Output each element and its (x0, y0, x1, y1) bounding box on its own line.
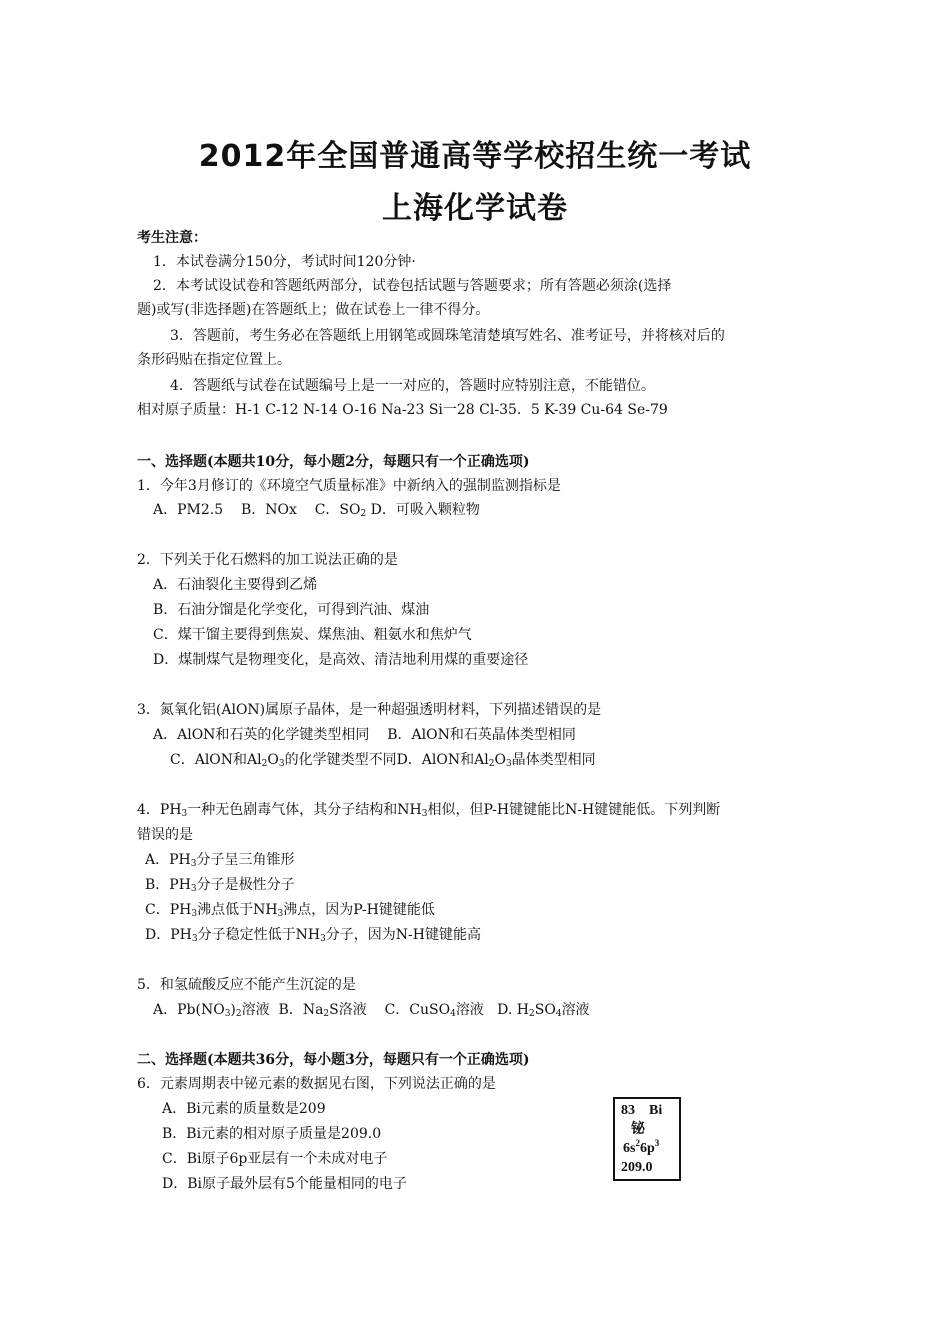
q2-option-d: D．煤制煤气是物理变化，是高效、清洁地利用煤的重要途径 (153, 652, 529, 668)
element-mass: 209.0 (621, 1160, 653, 1175)
atomic-mass-line: 相对原子质量：H-1 C-12 N-14 O-16 Na-23 Si一28 Cl-35．5 K-39 Cu-64 Se-79 (137, 402, 668, 418)
q3-options-row1 (153, 725, 576, 745)
section1-heading: 一、选择题(本题共10分，每小题2分，每题只有一个正确选项) (137, 454, 530, 470)
q3-options-row2 (170, 750, 596, 770)
q6-option-c: C．Bi原子6p亚层有一个未成对电子 (162, 1151, 388, 1167)
q5-option-a: A．$Pb(NO_3)_2$溶液 (153, 1002, 270, 1019)
electron-configuration: $6s^26p^3$ (623, 1138, 660, 1156)
q6-option-a: A．Bi元素的质量数是209 (162, 1101, 326, 1117)
notice-heading: 考生注意： (137, 230, 207, 246)
q3-option-b: B．AlON和石英晶体类型相同 (387, 727, 576, 743)
q5-option-d: D. $H_2SO_4$溶液 (497, 1002, 590, 1019)
q3-option-d: D．AlON和$Al_2O_3$晶体类型相同 (396, 752, 596, 769)
q5-option-b: B．$Na_2S$洛液 (278, 1002, 367, 1019)
section2-heading: 二、选择题(本题共36分，每小题3分，每题只有一个正确选项) (137, 1052, 530, 1068)
notice-item-2-cont: 题)或写(非选择题)在答题纸上；做在试卷上一律不得分。 (137, 302, 490, 318)
q1-stem: 1．今年3月修订的《环境空气质量标准》中新纳入的强制监测指标是 (137, 478, 561, 494)
notice-item-3: 3．答题前，考生务必在答题纸上用钢笔或圆珠笔清楚填写姓名、准考证号，并将核对后的 (170, 328, 725, 344)
q4-option-a: A．$PH_3$分子呈三角锥形 (145, 852, 295, 869)
q1-option-b: B．NOx (240, 502, 297, 518)
q4-option-b: B．$PH_3$分子是极性分子 (145, 877, 295, 894)
bismuth-element-card (613, 1097, 681, 1181)
q2-option-b: B．石油分馏是化学变化，可得到汽油、煤油 (153, 602, 430, 618)
q2-option-a: A．石油裂化主要得到乙烯 (153, 577, 318, 593)
q4-stem: 4．$PH_3$一种无色剧毒气体，其分子结构和$NH_3$相似，但P-H键键能比N-H键键能低。下列判断 (137, 802, 721, 819)
q3-stem: 3．氮氧化铝(AlON)属原子晶体，是一种超强透明材料，下列描述错误的是 (137, 702, 602, 718)
notice-item-2: 2．本考试设试卷和答题纸两部分，试卷包括试题与答题要求；所有答题必须涂(选择 (153, 278, 672, 294)
q5-option-c: C．CuSO$_4$溶液 (384, 1002, 484, 1019)
q4-option-d: D．$PH_3$分子稳定性低于$NH_3$分子，因为N-H键键能高 (145, 927, 481, 944)
q5-options (153, 1000, 590, 1020)
notice-item-3-cont: 条形码贴在指定位置上。 (137, 352, 291, 368)
q2-stem: 2．下列关于化石燃料的加工说法正确的是 (137, 552, 398, 568)
q6-option-d: D．Bi原子最外层有5个能量相同的电子 (162, 1176, 407, 1192)
q1-option-d: D．可吸入颗粒物 (370, 502, 480, 518)
q2-option-c: C．煤干馏主要得到焦炭、煤焦油、粗氨水和焦炉气 (153, 627, 472, 643)
exam-title: 2012年全国普通高等学校招生统一考试 (198, 139, 752, 174)
q1-option-a: A．PM2.5 (153, 502, 224, 518)
element-name: 铋 (631, 1122, 645, 1137)
notice-item-1: 1．本试卷满分150分，考试时间120分钟· (153, 254, 416, 270)
notice-item-4: 4．答题纸与试卷在试题编号上是一一对应的，答题时应特别注意，不能错位。 (170, 378, 655, 394)
q3-option-c: C．AlON和$Al_2O_3$的化学键类型不同 (170, 752, 397, 769)
exam-subtitle: 上海化学试卷 (382, 191, 568, 226)
q6-option-b: B．Bi元素的相对原子质量是209.0 (162, 1126, 382, 1142)
q3-option-a: A．AlON和石英的化学键类型相同 (153, 727, 370, 743)
element-number: 83 (621, 1103, 635, 1118)
q5-stem: 5．和氢硫酸反应不能产生沉淀的是 (137, 977, 356, 993)
q1-option-c: C．$SO_2$ (314, 502, 367, 519)
q6-stem: 6．元素周期表中铋元素的数据见右图，下列说法正确的是 (137, 1076, 496, 1092)
q1-options (153, 500, 480, 520)
q4-stem-cont: 错误的是 (137, 827, 193, 843)
q4-option-c: C．$PH_3$沸点低于$NH_3$沸点，因为P-H键键能低 (145, 902, 435, 919)
element-symbol: Bi (649, 1103, 663, 1118)
